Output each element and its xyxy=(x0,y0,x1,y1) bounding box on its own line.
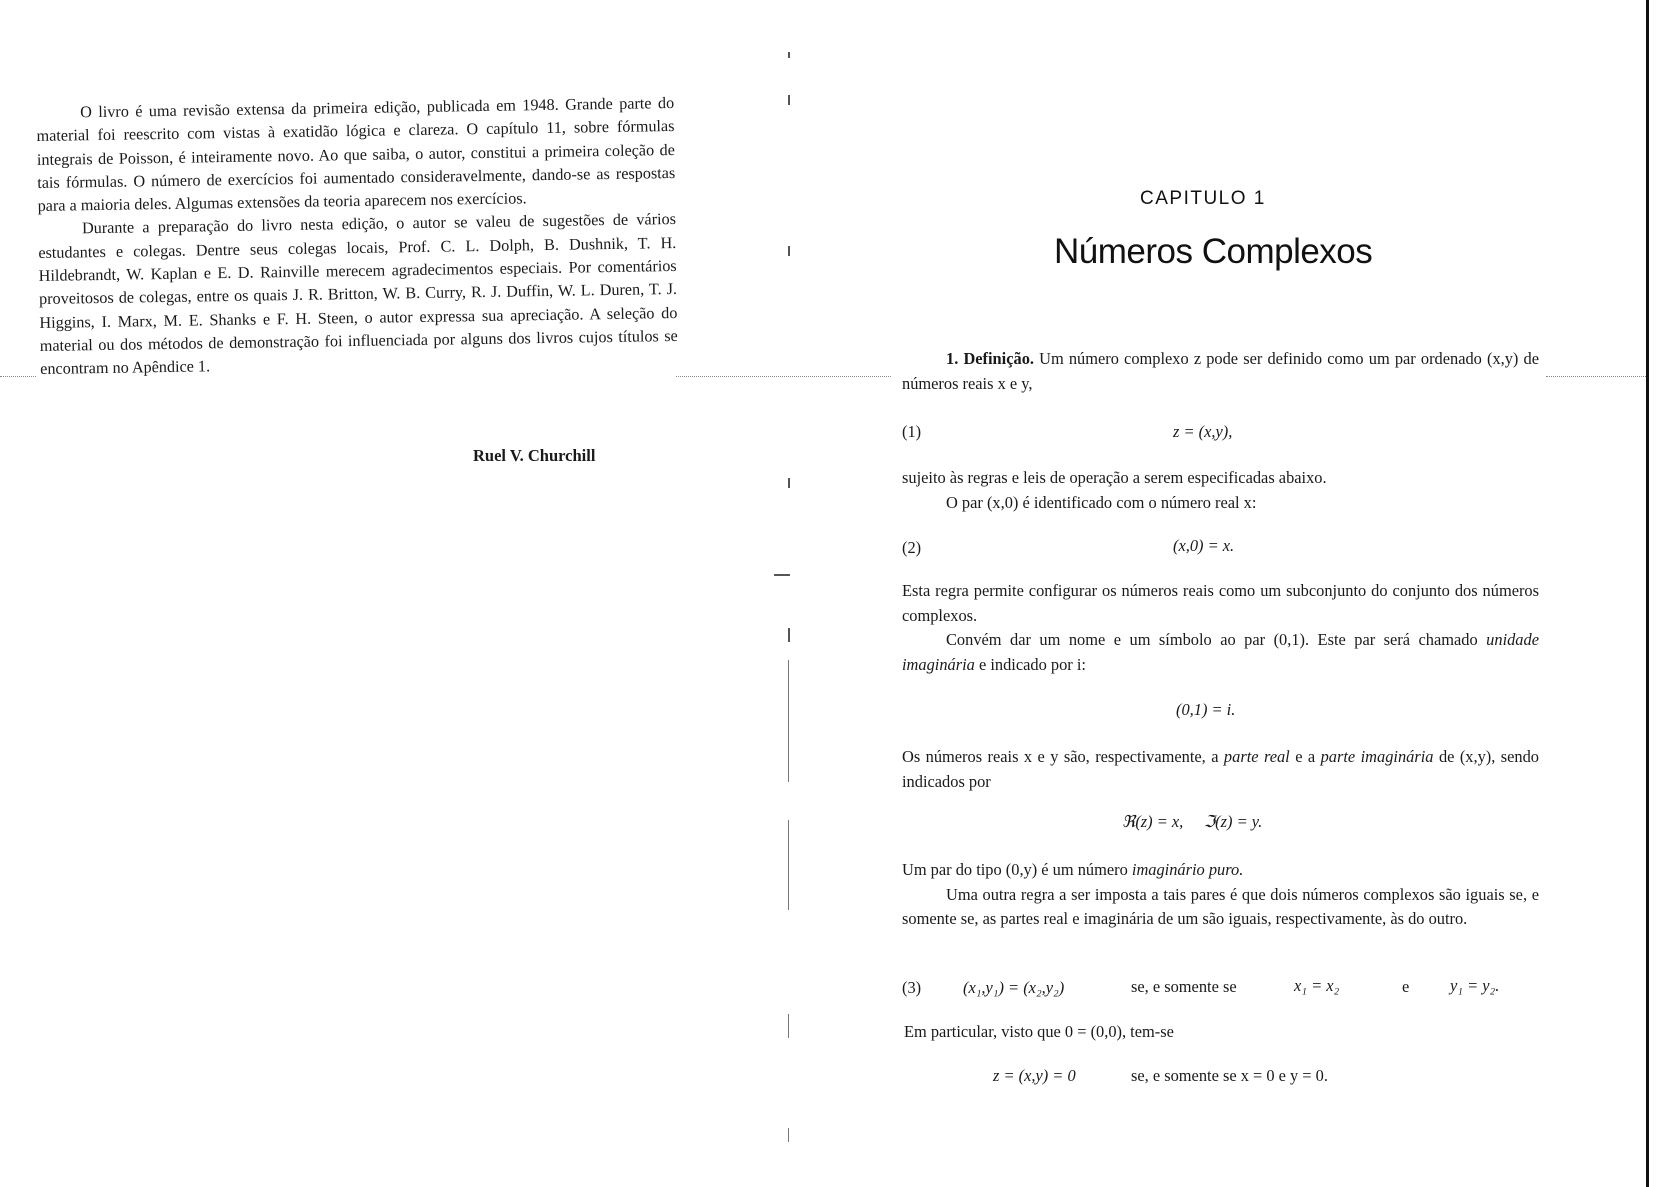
left-page xyxy=(0,0,790,1187)
equation-3-condition-y: y₁ = y₂. xyxy=(1450,976,1500,995)
section-intro-text: Um número complexo z pode ser definido como um par ordenado (x,y) de números reais x e y, xyxy=(902,349,1539,393)
equation-zero-right: se, e somente se x = 0 e y = 0. xyxy=(1131,1066,1328,1085)
parts-text-post: de (x,y), sendo indicados por xyxy=(902,747,1539,791)
equation-1: z = (x,y), xyxy=(1173,422,1233,441)
pure-term: imaginário puro. xyxy=(1131,860,1244,879)
equation-3-and: e xyxy=(1402,977,1410,996)
gutter-mark xyxy=(788,1014,789,1038)
text-block-after-eq2 xyxy=(902,579,1539,677)
chapter-label: CAPITULO 1 xyxy=(1140,188,1266,209)
author-signature: Ruel V. Churchill xyxy=(473,446,596,465)
section-number: 1. xyxy=(946,349,959,368)
parts-text-pre: Os números reais x e y são, respectivamente, a xyxy=(902,747,1219,766)
section-intro xyxy=(902,347,1539,396)
particular-text: Em particular, visto que 0 = (0,0), tem-se xyxy=(904,1022,1174,1041)
equation-3-iff: se, e somente se xyxy=(1131,977,1237,996)
page-edge xyxy=(1646,0,1649,1187)
equation-2: (x,0) = x. xyxy=(1173,536,1235,555)
after-eq2-text: Esta regra permite configurar os números reais como um subconjunto do conjunto dos números complexos. xyxy=(902,581,1539,625)
scan-dotted-line xyxy=(676,376,891,377)
gutter-mark xyxy=(788,820,789,910)
equation-unit: (0,1) = i. xyxy=(1176,700,1236,719)
preface-paragraph-1: O livro é uma revisão extensa da primeira edição, publicada em 1948. Grande parte do material foi reescrito com vistas à exatidão lógica e clareza. O capítulo 11, sobre fórmulas integrais de Poisson, é inteiramente novo. Ao que saiba, o autor, constitui a primeira coleção de tais fórmulas. O número de exercícios foi aumentado consideravelmente, dando-se as respostas para a maioria deles. Algumas extensões da teoria aparecem nos exercícios. xyxy=(36,93,676,216)
text-block-after-eq1 xyxy=(902,466,1539,515)
pure-text-pre: Um par do tipo (0,y) é um número xyxy=(902,860,1128,879)
equation-3-left: (x₁,y₁) = (x₂,y₂) xyxy=(963,978,1065,997)
section-heading: Definição. xyxy=(963,349,1034,368)
gutter-mark xyxy=(788,628,790,642)
before-eq2-text: O par (x,0) é identificado com o número real x: xyxy=(946,492,1257,512)
equation-number-3: (3) xyxy=(902,978,922,997)
text-block-equality xyxy=(902,858,1539,932)
text-block-parts xyxy=(902,745,1539,794)
equation-number-2: (2) xyxy=(902,538,922,557)
parts-imag-term: parte imaginária xyxy=(1320,747,1434,766)
equation-zero-left: z = (x,y) = 0 xyxy=(993,1066,1076,1085)
preface-paragraph-2: Durante a preparação do livro nesta edição, o autor se valeu de sugestões de vários estudantes e colegas. Dentre seus colegas locais, Prof. C. L. Dolph, B. Dushnik, T. H. Hildebrandt, W. Kaplan e E. D. Rainville merecem agradecimentos especiais. Por comentários proveitosos de colegas, entre os quais J. R. Britton, W. B. Curry, R. J. Duffin, W. L. Duren, T. J. Higgins, I. Marx, M. E. Shanks e F. H. Steen, o autor expressa sua apreciação. A seleção do material ou dos métodos de demonstração foi influenciada por alguns dos livros cujos títulos se encontram no Apêndice 1. xyxy=(38,210,678,379)
equation-number-1: (1) xyxy=(902,422,922,441)
preface-text xyxy=(36,92,678,382)
equality-rule-text: Uma outra regra a ser imposta a tais pares é que dois números complexos são iguais se, e somente se, as partes real e imaginária de um são iguais, respectivamente, às do outro. xyxy=(902,884,1539,928)
gutter-mark xyxy=(788,246,790,256)
unit-text-pre: Convém dar um nome e um símbolo ao par (0,1). Este par será chamado xyxy=(946,630,1478,649)
scan-dotted-line xyxy=(1546,376,1646,377)
gutter-mark xyxy=(788,52,790,58)
scan-dotted-line xyxy=(0,376,36,377)
chapter-title: Números Complexos xyxy=(1054,232,1373,271)
after-eq1-text: sujeito às regras e leis de operação a serem especificadas abaixo. xyxy=(902,468,1327,487)
gutter-mark xyxy=(788,478,790,488)
gutter-mark xyxy=(788,95,790,105)
equation-parts: ℜ(z) = x, ℑ(z) = y. xyxy=(1122,812,1263,831)
parts-text-mid: e a xyxy=(1295,747,1316,766)
unit-term: unidade imaginária xyxy=(902,630,1539,674)
gutter-mark xyxy=(788,1128,789,1142)
equation-3-condition-x: x₁ = x₂ xyxy=(1294,976,1340,995)
unit-text-post: e indicado por i: xyxy=(978,654,1086,674)
parts-real-term: parte real xyxy=(1223,747,1290,766)
gutter-mark xyxy=(774,574,790,576)
gutter-mark xyxy=(788,660,789,782)
